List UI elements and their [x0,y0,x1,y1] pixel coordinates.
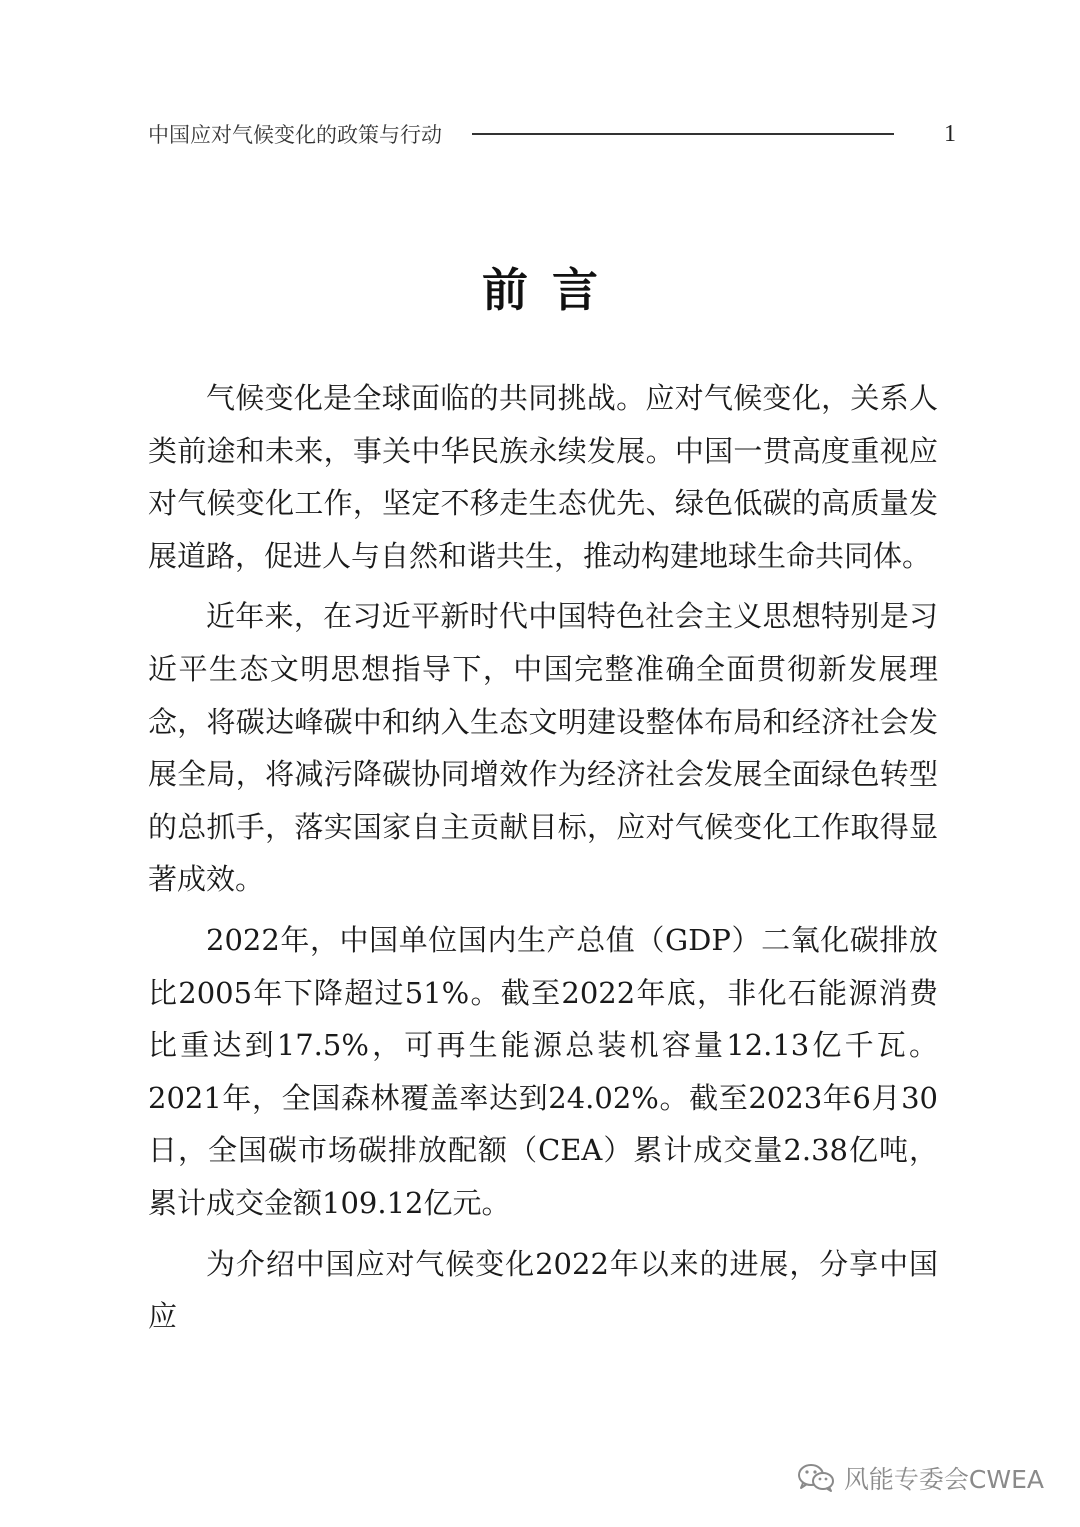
paragraph-3: 2022年，中国单位国内生产总值（GDP）二氧化碳排放比2005年下降超过51%。截至2022年底，非化石能源消费比重达到17.5%，可再生能源总装机容量12.13亿千瓦。2021年，全国森林覆盖率达到24.02%。截至2023年6月30日，全国碳市场碳排放配额（CEA）累计成交量2.38亿吨，累计成交金额109.12亿元。 [148,922,938,1220]
paragraph-4: 为介绍中国应对气候变化2022年以来的进展，分享中国应 [148,1246,938,1334]
header-title: 中国应对气候变化的政策与行动 [148,123,442,147]
paragraph-2: 近年来，在习近平新时代中国特色社会主义思想特别是习近平生态文明思想指导下，中国完整准确全面贯彻新发展理念，将碳达峰碳中和纳入生态文明建设整体布局和经济社会发展全局，将减污降碳协同增效作为经济社会发展全面绿色转型的总抓手，落实国家自主贡献目标，应对气候变化工作取得显著成效。 [148,599,938,897]
watermark [796,1460,1044,1496]
paragraph-1: 气候变化是全球面临的共同挑战。应对气候变化，关系人类前途和未来，事关中华民族永续发展。中国一贯高度重视应对气候变化工作，坚定不移走生态优先、绿色低碳的高质量发展道路，促进人与自然和谐共生，推动构建地球生命共同体。 [148,381,938,573]
wechat-icon [796,1462,836,1494]
page-number: 1 [944,120,956,147]
header-rule [472,133,894,135]
running-header [148,116,956,152]
page-title: 前言 [482,263,622,317]
body-text [148,372,938,1351]
watermark-text: 风能专委会CWEA [843,1465,1044,1494]
